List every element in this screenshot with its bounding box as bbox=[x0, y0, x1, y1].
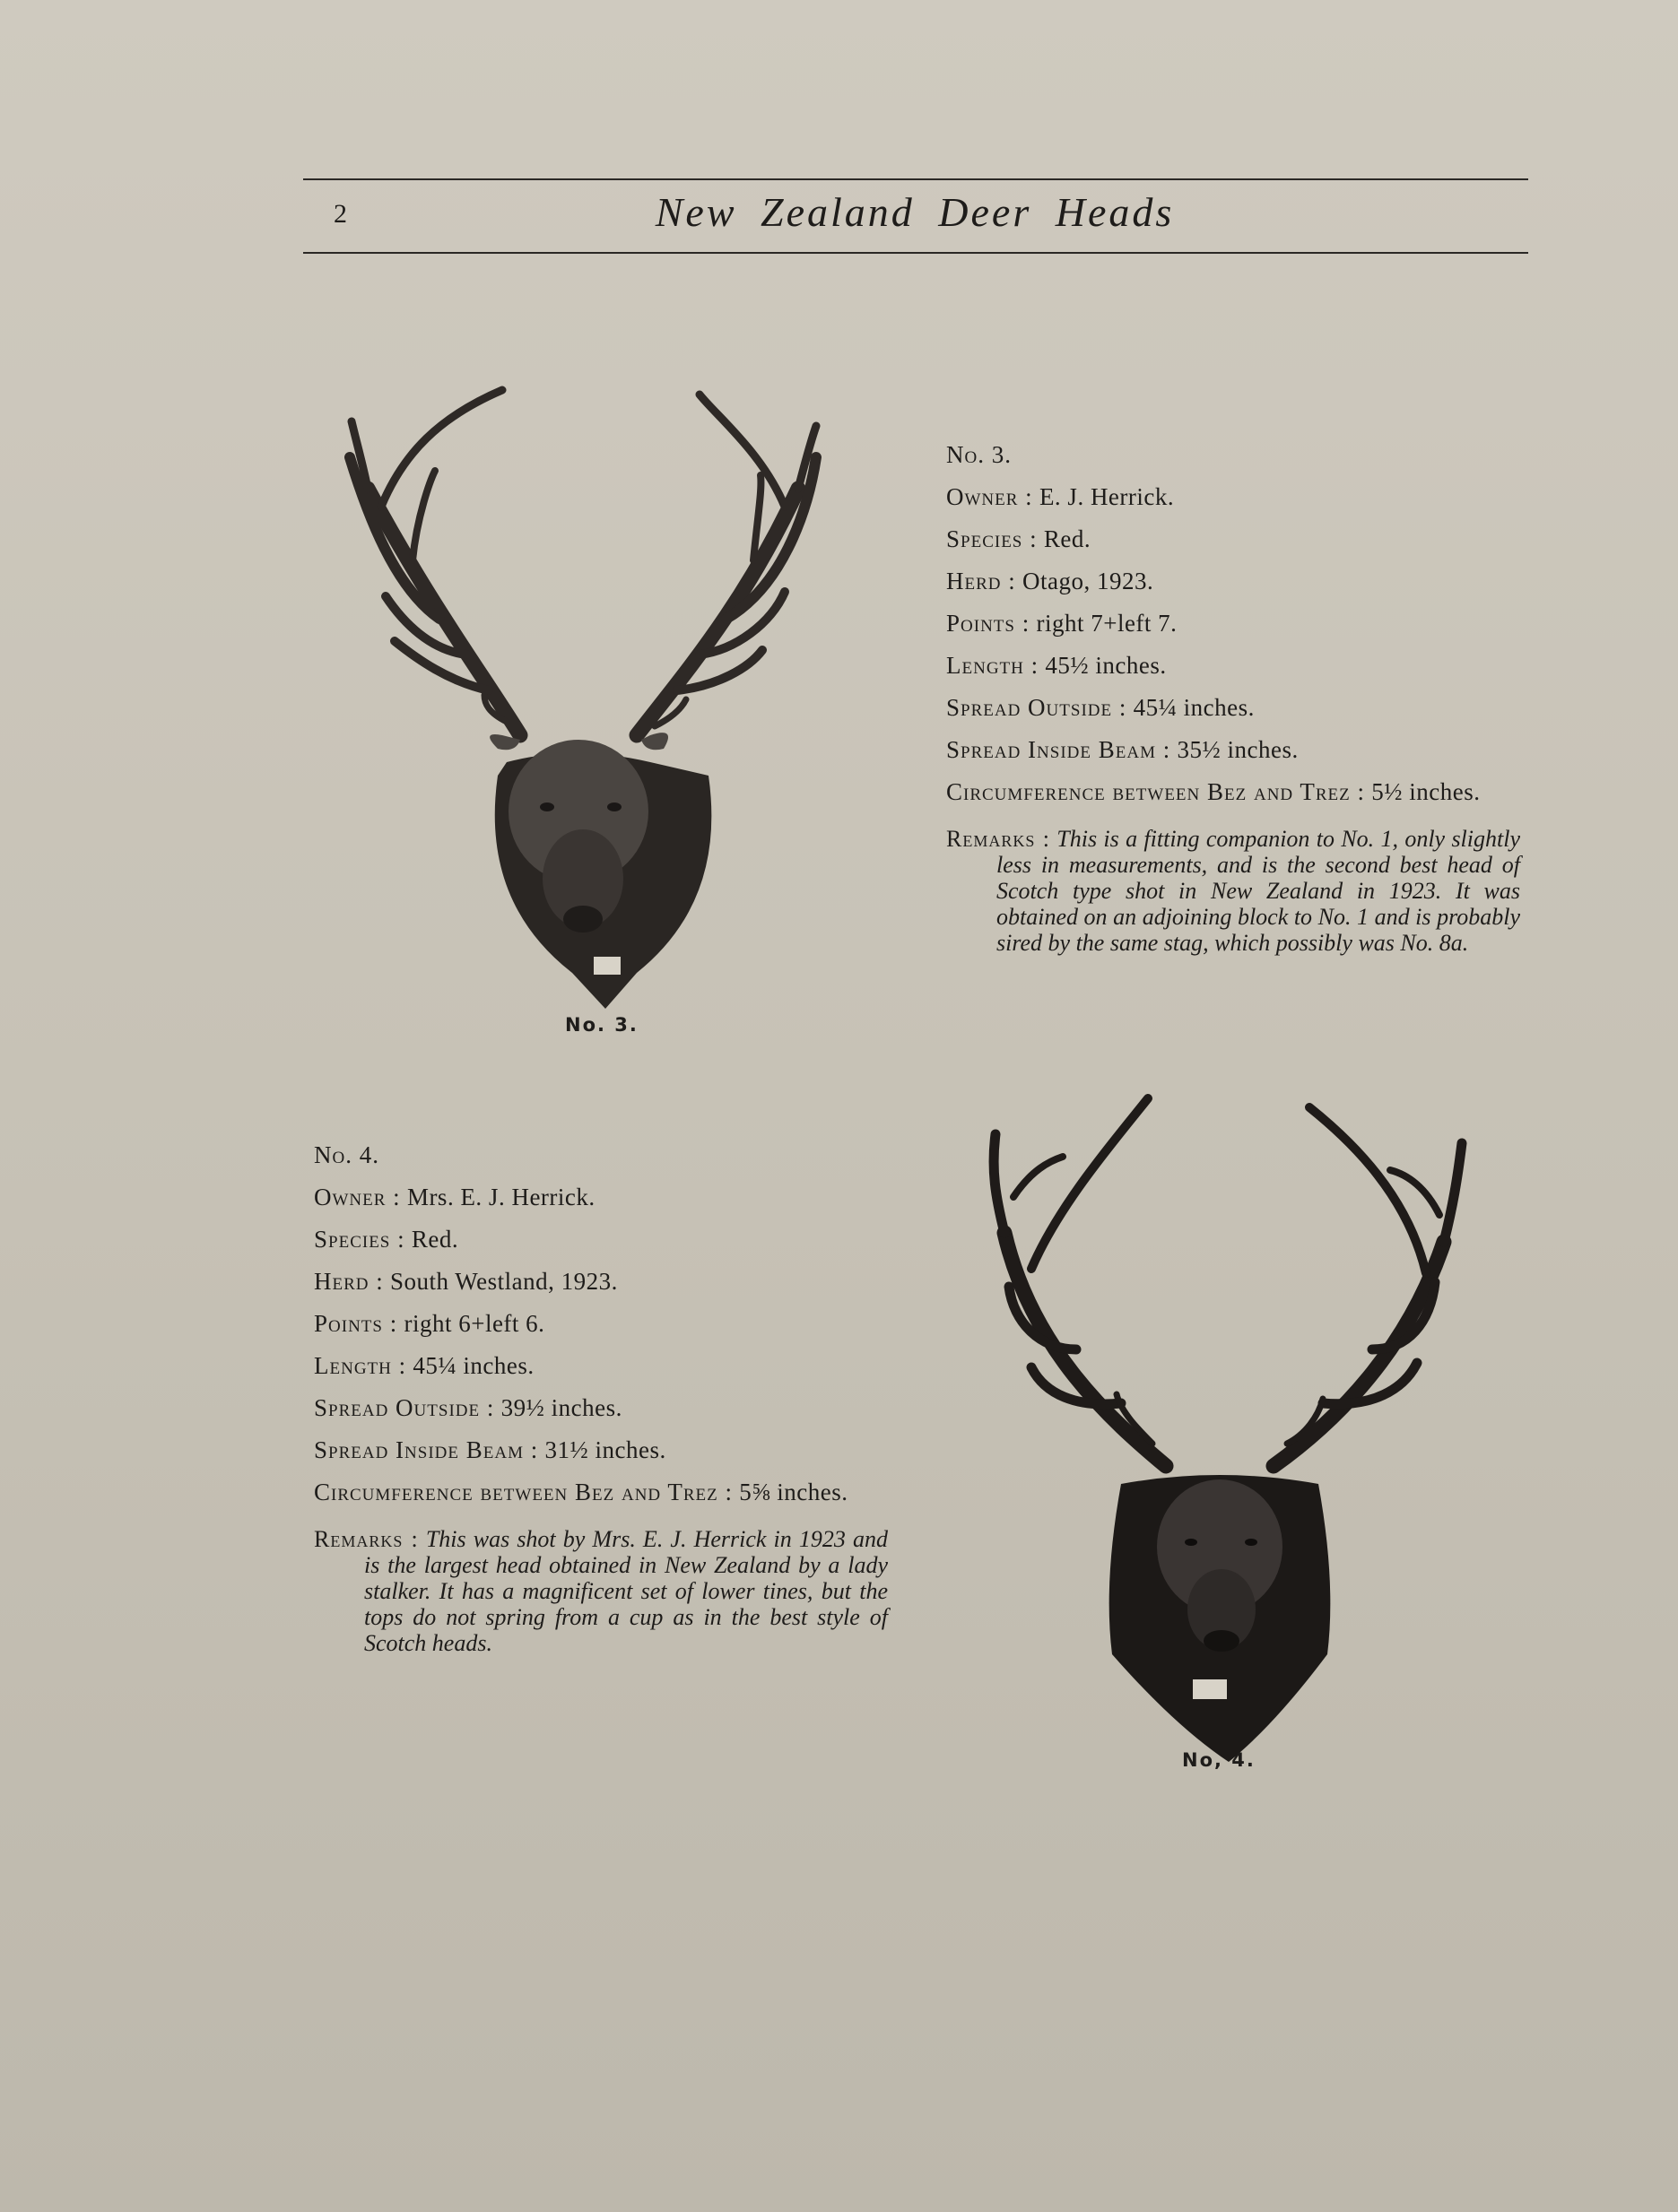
caption-no-4: No, 4. bbox=[1182, 1749, 1256, 1771]
spread-outside-row: Spread Outside : 39½ inches. bbox=[314, 1394, 622, 1421]
points-row: Points : right 7+left 7. bbox=[946, 610, 1178, 637]
running-title: New Zealand Deer Heads bbox=[655, 189, 1175, 235]
remarks: Remarks : This is a fitting companion to No. 1, only slightly less in measurements, and is the second best head of Scotch type shot in New Zealand in 1923. It was obtained on an adjoining block to No. 1 and is probably sired by the same stag, which possibly was No. 8a. bbox=[946, 826, 1520, 956]
remarks: Remarks : This was shot by Mrs. E. J. Herrick in 1923 and is the largest head obtained in New Zealand by a lady stalker. It has a magnificent set of lower tines, but the tops do not spring from a cup as in the best style of Scotch heads. bbox=[314, 1526, 889, 1656]
page-number: 2 bbox=[334, 199, 347, 229]
deer-head-photo-no-4 bbox=[978, 1080, 1480, 1780]
header-top-rule bbox=[303, 178, 1528, 180]
length-row: Length : 45¼ inches. bbox=[314, 1352, 535, 1379]
species-row: Species : Red. bbox=[314, 1226, 459, 1253]
species-row: Species : Red. bbox=[946, 525, 1091, 552]
header-bottom-rule bbox=[303, 252, 1528, 254]
entry-no-3 bbox=[946, 434, 1520, 956]
points-row: Points : right 6+left 6. bbox=[314, 1310, 545, 1337]
herd-row: Herd : South Westland, 1923. bbox=[314, 1268, 618, 1295]
deer-head-photo-no-3 bbox=[332, 381, 870, 1009]
length-row: Length : 45½ inches. bbox=[946, 652, 1167, 679]
circumference-row: Circumference between Bez and Trez : 5½ inches. bbox=[946, 778, 1481, 805]
spread-outside-row: Spread Outside : 45¼ inches. bbox=[946, 694, 1255, 721]
entry-no-4 bbox=[314, 1134, 888, 1656]
caption-no-3: No. 3. bbox=[565, 1014, 639, 1036]
owner-row: Owner : Mrs. E. J. Herrick. bbox=[314, 1184, 596, 1210]
spread-inside-row: Spread Inside Beam : 31½ inches. bbox=[314, 1436, 666, 1463]
circumference-row: Circumference between Bez and Trez : 5⅝ inches. bbox=[314, 1479, 848, 1505]
entry-number: No. 3. bbox=[946, 441, 1012, 468]
owner-row: Owner : E. J. Herrick. bbox=[946, 483, 1175, 510]
herd-row: Herd : Otago, 1923. bbox=[946, 568, 1154, 594]
spread-inside-row: Spread Inside Beam : 35½ inches. bbox=[946, 736, 1299, 763]
entry-number: No. 4. bbox=[314, 1141, 379, 1168]
